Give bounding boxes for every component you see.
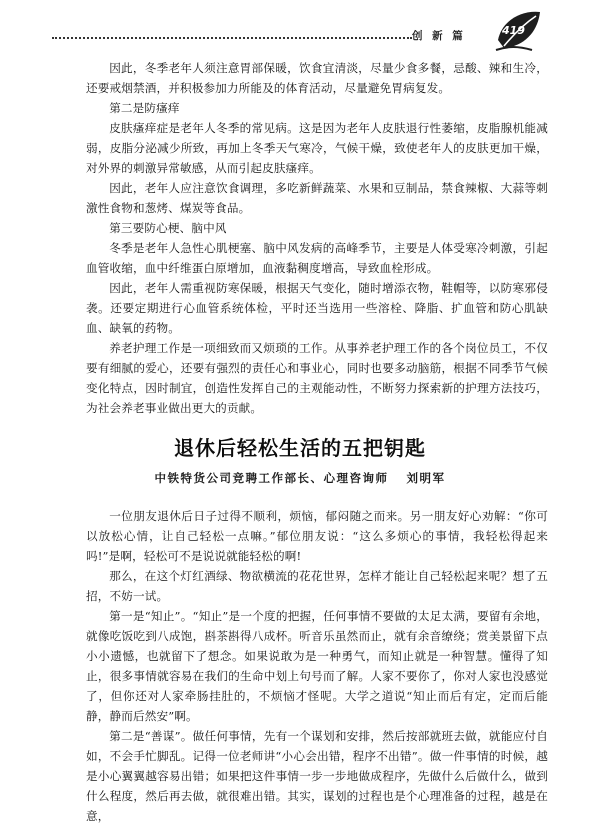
article-title: 退休后轻松生活的五把钥匙: [174, 436, 426, 460]
paragraph: 冬季是老年人急性心肌梗塞、脑中风发病的高峰季节，主要是人体受寒冷刺激，引起血管收缩，血中纤维蛋白原增加，血液黏稠度增高，导致血栓形成。: [86, 241, 548, 275]
paragraph: 皮肤瘙痒症是老年人冬季的常见病。这是因为老年人皮肤退行性萎缩，皮脂腺机能减弱，皮脂分泌减少所致，再加上冬季天气寒冷，气候干燥，致使老年人的皮肤更加干燥，对外界的刺激异常敏感，从而引起皮肤瘙痒。: [86, 121, 548, 175]
subheading-heart: 第三要防心梗、脑中风: [109, 221, 227, 235]
paragraph: 养老护理工作是一项细致而又烦琐的工作。从事养老护理工作的各个岗位员工，不仅要有细腻的爱心，还要有强烈的责任心和事业心，同时也要多动脑筋，根据不同季节气候变化特点，因时制宜，创造性发挥自己的主观能动性，不断努力探索新的护理方法技巧，为社会养老事业做出更大的贡献。: [86, 341, 548, 415]
article-continuation: [86, 58, 548, 418]
page-number: 419: [502, 24, 525, 37]
byline: [0, 470, 600, 486]
paragraph: 因此，冬季老年人须注意胃部保暖，饮食宜清淡，尽量少食多餐，忌酸、辣和生冷，还要戒烟禁酒，并积极参加力所能及的体育活动，尽量避免胃病复发。: [86, 61, 548, 95]
byline-author: 刘明军: [406, 471, 446, 485]
paragraph: 那么，在这个灯红酒绿、物欲横流的花花世界，怎样才能让自己轻松起来呢？想了五招，不妨一试。: [86, 569, 548, 603]
paragraph: 第二是“善谋”。做任何事情，先有一个谋划和安排，然后按部就班去做，就能应付自如，不会手忙脚乱。记得一位老师讲“小心会出错，程序不出错”。做一件事情的时候，越是小心翼翼越容易出错；如果把这件事情一步一步地做成程序，先做什么后做什么，做到什么程度，然后再去做，就很难出错。其实，谋划的过程也是个心理准备的过程，越是在意，: [86, 729, 548, 823]
subheading-itch: 第二是防瘙痒: [109, 101, 180, 115]
paragraph: 因此，老年人应注意饮食调理，多吃新鲜蔬菜、水果和豆制品，禁食辣椒、大蒜等刺激性食物和葱烤、煤炭等食品。: [86, 181, 548, 215]
article-body: [86, 506, 548, 826]
section-label: 创 新 篇: [412, 30, 466, 42]
paragraph: 因此，老年人需重视防寒保暖，根据天气变化，随时增添衣物，鞋帽等，以防寒邪侵袭。还要定期进行心血管系统体检，平时还当选用一些溶栓、降脂、扩血管和防心肌缺血、缺氧的药物。: [86, 281, 548, 335]
header-dotted-line: [52, 37, 412, 39]
paragraph: 一位朋友退休后日子过得不顺利，烦恼，郁闷随之而来。另一朋友好心劝解：“你可以放松心情，让自己轻松一点嘛。”郁位朋友说：“这么多烦心的事情，我轻松得起来吗!”是啊，轻松可不是说说就能轻松的啊!: [86, 509, 548, 563]
paragraph: 第一是“知止”。“知止”是一个度的把握，任何事情不要做的太足太满，要留有余地，就像吃饭吃到八成饱，斟茶斟得八成杯。听音乐虽然而止，就有余音缭绕；赏美景留下点小小遗憾，也就留下了想念。如果说敢为是一种勇气，而知止就是一种智慧。懂得了知止，很多事情就容易在我们的生命中划上句号而了解。人家不要你了，你对人家也没感觉了，但你还对人家牵肠挂肚的，不烦恼才怪呢。大学之道说“知止而后有定，定而后能静，静而后然安”啊。: [86, 609, 548, 723]
byline-org: 中铁特货公司竞聘工作部长、心理咨询师: [154, 471, 389, 485]
